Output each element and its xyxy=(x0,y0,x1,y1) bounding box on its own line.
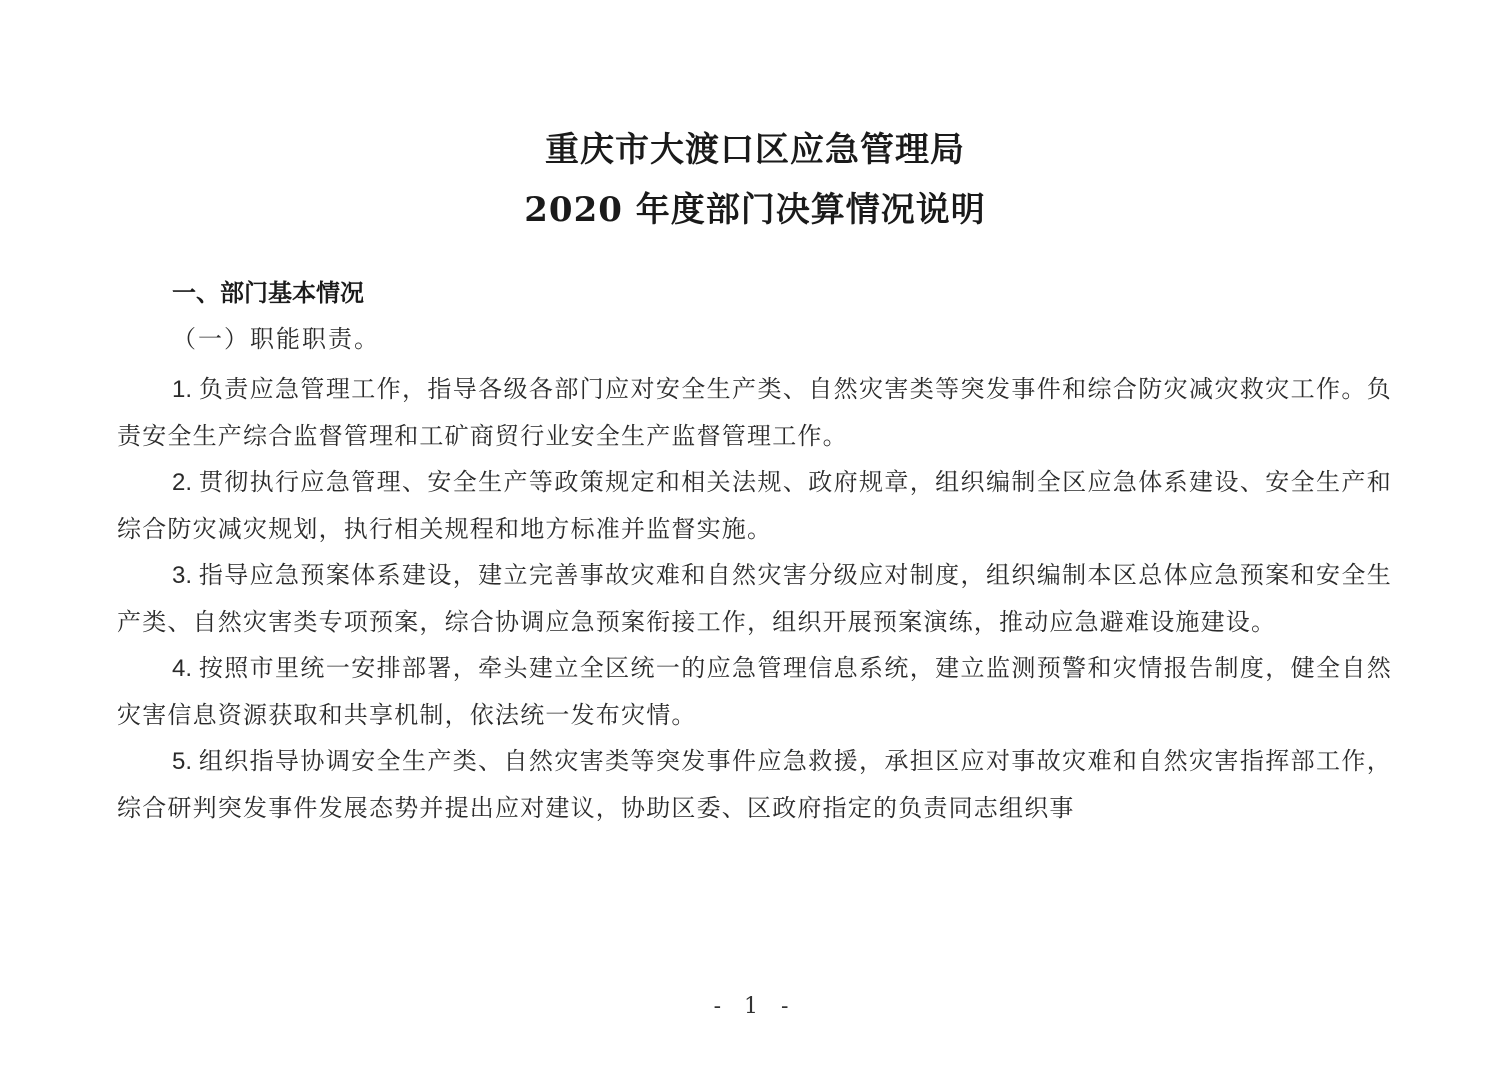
item-number: 5. xyxy=(172,748,199,775)
paragraph-item xyxy=(117,552,1392,645)
item-text: 贯彻执行应急管理、安全生产等政策规定和相关法规、政府规章，组织编制全区应急体系建设、安全生产和综合防灾减灾规划，执行相关规程和地方标准并监督实施。 xyxy=(117,468,1392,543)
section-heading: 一、部门基本情况 xyxy=(172,279,364,307)
item-number: 4. xyxy=(172,655,199,682)
paragraph-item xyxy=(117,738,1392,831)
item-number: 1. xyxy=(172,376,199,403)
paragraph-item xyxy=(117,366,1392,459)
sub-heading: （一）职能职责。 xyxy=(172,325,380,353)
paragraph-item xyxy=(117,459,1392,552)
document-title-line2: 2020 年度部门决算情况说明 xyxy=(524,190,986,230)
item-text: 指导应急预案体系建设，建立完善事故灾难和自然灾害分级应对制度，组织编制本区总体应急预案和安全生产类、自然灾害类专项预案，综合协调应急预案衔接工作，组织开展预案演练，推动应急避难设施建设。 xyxy=(117,561,1392,636)
document-title-line1: 重庆市大渡口区应急管理局 xyxy=(545,130,965,170)
paragraph-item xyxy=(117,645,1392,738)
page-number: - 1 - xyxy=(713,994,797,1019)
item-text: 负责应急管理工作，指导各级各部门应对安全生产类、自然灾害类等突发事件和综合防灾减灾救灾工作。负责安全生产综合监督管理和工矿商贸行业安全生产监督管理工作。 xyxy=(117,375,1392,450)
item-text: 组织指导协调安全生产类、自然灾害类等突发事件应急救援，承担区应对事故灾难和自然灾害指挥部工作，综合研判突发事件发展态势并提出应对建议，协助区委、区政府指定的负责同志组织事 xyxy=(117,747,1392,822)
item-text: 按照市里统一安排部署，牵头建立全区统一的应急管理信息系统，建立监测预警和灾情报告制度，健全自然灾害信息资源获取和共享机制，依法统一发布灾情。 xyxy=(117,654,1392,729)
item-number: 2. xyxy=(172,469,199,496)
body-text xyxy=(117,366,1392,831)
item-number: 3. xyxy=(172,562,199,589)
